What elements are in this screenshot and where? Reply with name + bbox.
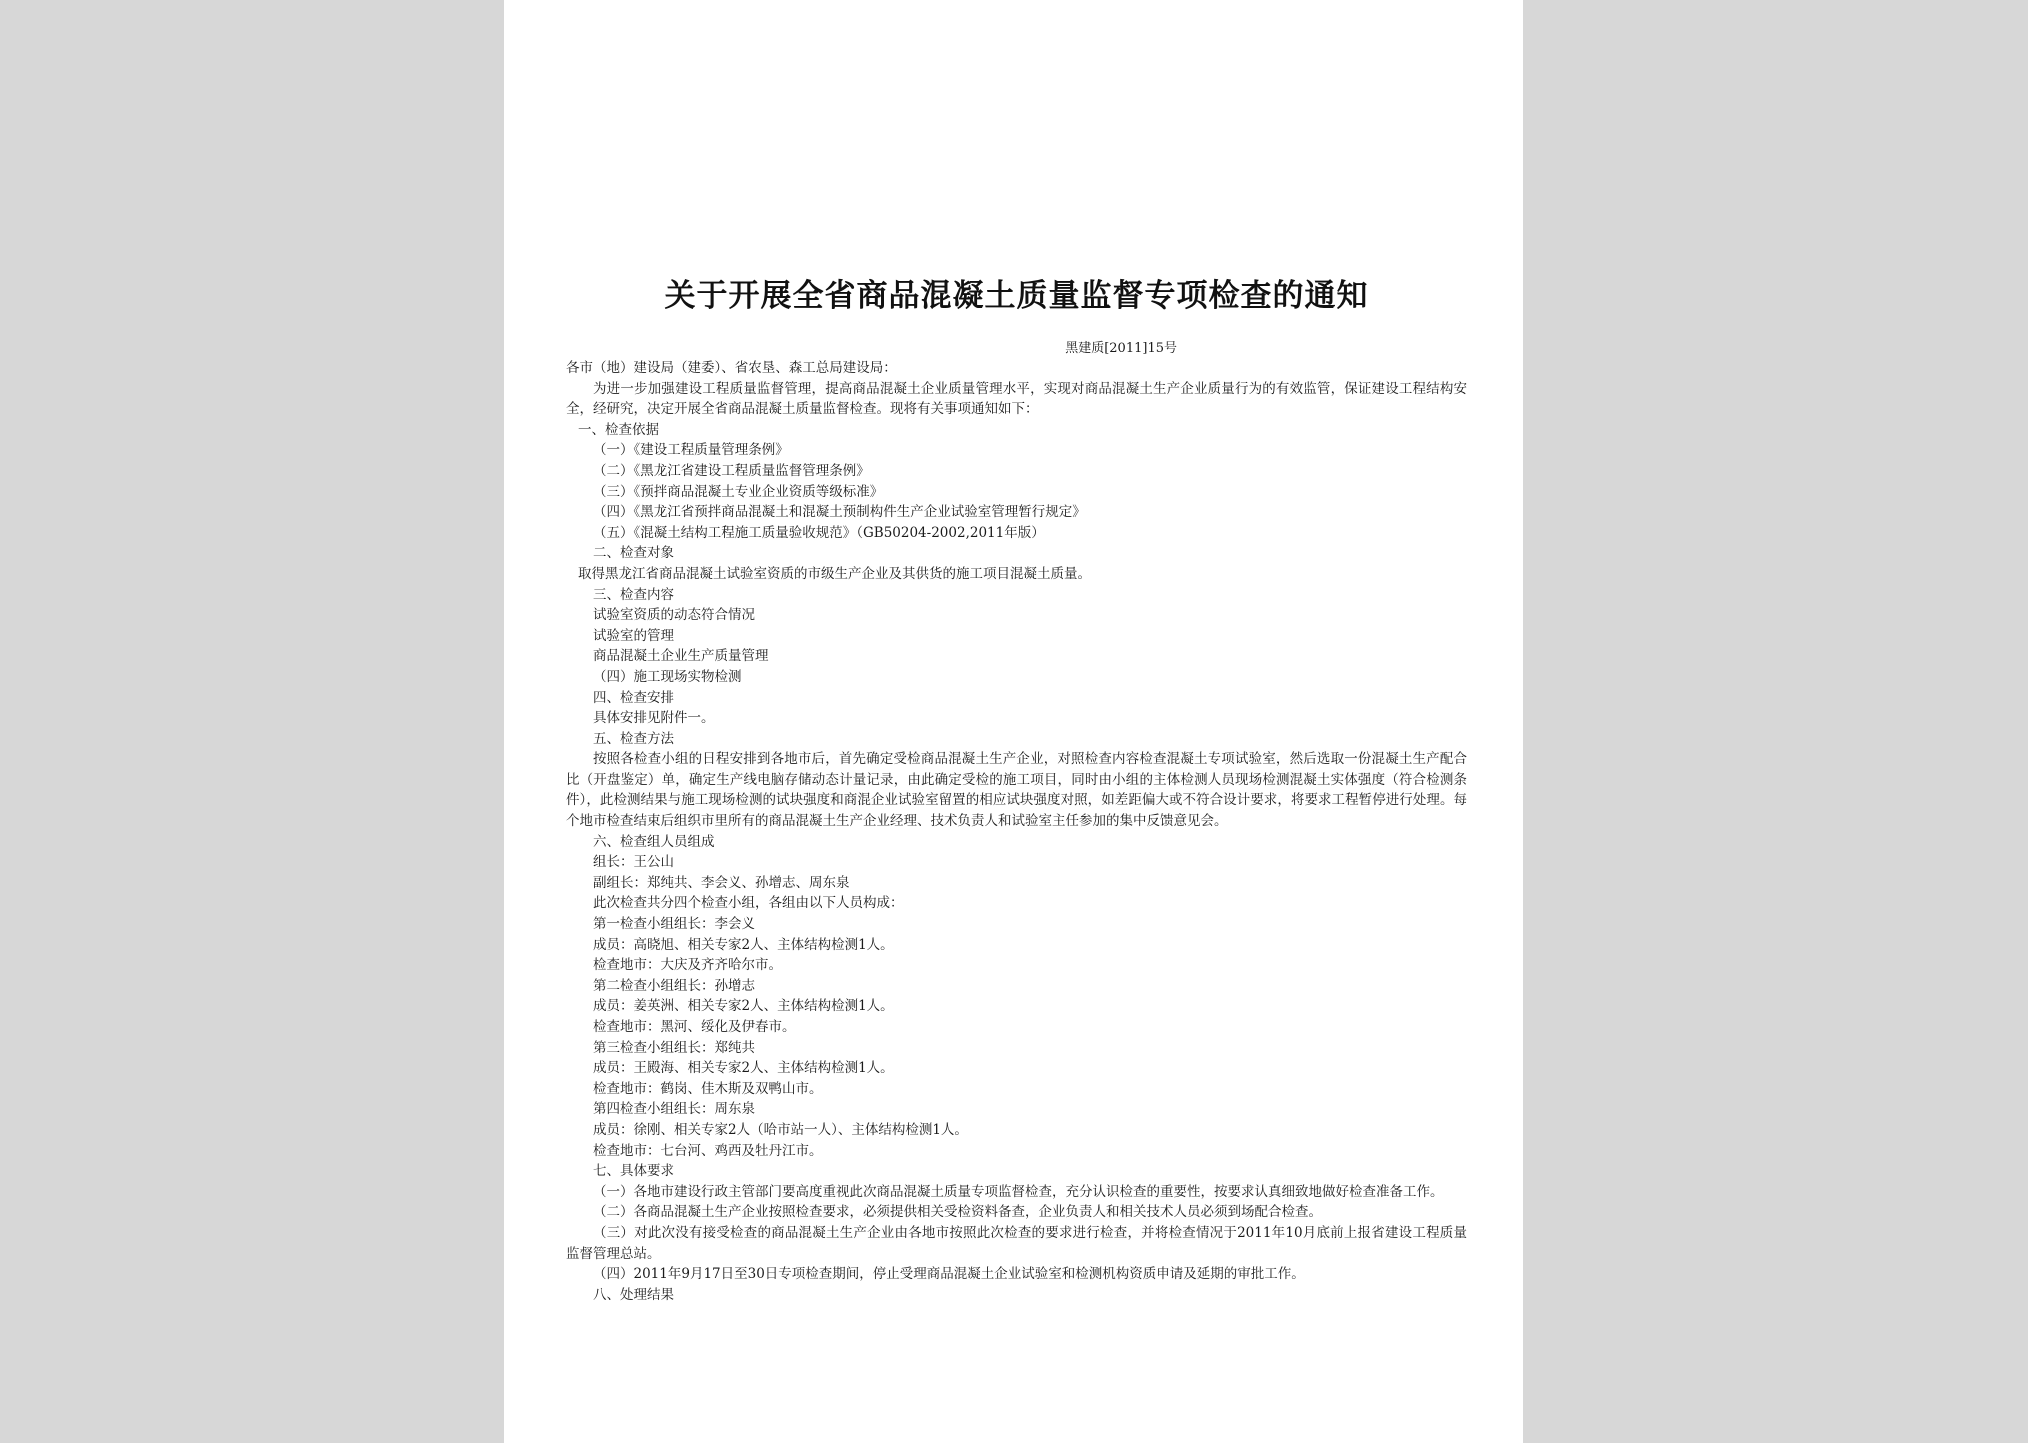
list-item: 成员：高晓旭、相关专家2人、主体结构检测1人。 — [593, 936, 894, 953]
section-heading-6: 六、检查组人员组成 — [593, 833, 715, 850]
list-item: 副组长：郑纯共、李会义、孙增志、周东泉 — [593, 874, 850, 891]
section-paragraph: （四）2011年9月17日至30日专项检查期间，停止受理商品混凝土企业试验室和检测机构资质申请及延期的审批工作。 — [593, 1266, 1305, 1283]
list-item: 组长：王公山 — [593, 854, 674, 871]
list-item: 商品混凝土企业生产质量管理 — [593, 648, 769, 665]
list-item: （四）《黑龙江省预拌商品混凝土和混凝土预制构件生产企业试验室管理暂行规定》 — [593, 504, 1086, 521]
list-item: 检查地市：鹤岗、佳木斯及双鸭山市。 — [593, 1080, 823, 1097]
section-paragraph: 按照各检查小组的日程安排到各地市后，首先确定受检商品混凝土生产企业，对照检查内容检查混凝土专项试验室，然后选取一份混凝土生产配合比（开盘鉴定）单，确定生产线电脑存储动态计量记录，由此确定受检的施工项目，同时由小组的主体检测人员现场检测混凝土实体强度（符合检测条件），此检测结果与施工现场检测的试块强度和商混企业试验室留置的相应试块强度对照，如差距偏大或不符合设计要求，将要求工程暂停进行处理。每个地市检查结束后组织市里所有的商品混凝土生产企业经理、技术负责人和试验室主任参加的集中反馈意见会。 — [566, 751, 1467, 830]
salutation: 各市（地）建设局（建委）、省农垦、森工总局建设局： — [566, 360, 897, 376]
list-item: （四）施工现场实物检测 — [593, 668, 742, 685]
list-item: 成员：王殿海、相关专家2人、主体结构检测1人。 — [593, 1060, 894, 1077]
list-item: 成员：姜英洲、相关专家2人、主体结构检测1人。 — [593, 998, 894, 1015]
list-item: 试验室的管理 — [593, 627, 674, 644]
list-item: 成员：徐刚、相关专家2人（哈市站一人）、主体结构检测1人。 — [593, 1121, 968, 1138]
section-heading-8: 八、处理结果 — [593, 1286, 674, 1303]
document-number: 黑建质[2011]15号 — [1065, 341, 1177, 356]
document-page — [504, 0, 1523, 1443]
list-item: 检查地市：七台河、鸡西及牡丹江市。 — [593, 1142, 823, 1159]
section-heading-4: 四、检查安排 — [593, 689, 674, 706]
section-paragraph: （三）对此次没有接受检查的商品混凝土生产企业由各地市按照此次检查的要求进行检查，并将检查情况于2011年10月底前上报省建设工程质量监督管理总站。 — [566, 1224, 1467, 1262]
list-item: （三）《预拌商品混凝土专业企业资质等级标准》 — [593, 483, 884, 500]
intro-paragraph: 为进一步加强建设工程质量监督管理，提高商品混凝土企业质量管理水平，实现对商品混凝土生产企业质量行为的有效监管，保证建设工程结构安全，经研究，决定开展全省商品混凝土质量监督检查。现将有关事项通知如下： — [566, 380, 1467, 418]
section-paragraph: （一）各地市建设行政主管部门要高度重视此次商品混凝土质量专项监督检查，充分认识检查的重要性，按要求认真细致地做好检查准备工作。 — [593, 1183, 1444, 1200]
section-paragraph: （二）各商品混凝土生产企业按照检查要求，必须提供相关受检资料备查，企业负责人和相关技术人员必须到场配合检查。 — [593, 1204, 1322, 1221]
list-item: （五）《混凝土结构工程施工质量验收规范》（GB50204-2002,2011年版） — [593, 524, 1045, 541]
page-title: 关于开展全省商品混凝土质量监督专项检查的通知 — [664, 278, 1369, 314]
list-item: 检查地市：黑河、绥化及伊春市。 — [593, 1019, 796, 1035]
section-text: 具体安排见附件一。 — [593, 710, 715, 727]
list-item: 试验室资质的动态符合情况 — [593, 607, 755, 624]
list-item: 此次检查共分四个检查小组，各组由以下人员构成： — [593, 895, 904, 912]
list-item: 第四检查小组组长：周东泉 — [593, 1101, 755, 1118]
list-item: 第一检查小组组长：李会义 — [593, 916, 755, 933]
section-heading-3: 三、检查内容 — [593, 586, 674, 603]
section-heading-1: 一、检查依据 — [578, 421, 659, 438]
list-item: （二）《黑龙江省建设工程质量监督管理条例》 — [593, 462, 870, 479]
list-item: 检查地市：大庆及齐齐哈尔市。 — [593, 957, 782, 974]
section-heading-5: 五、检查方法 — [593, 730, 674, 747]
section-heading-2: 二、检查对象 — [593, 545, 674, 562]
section-text: 取得黑龙江省商品混凝土试验室资质的市级生产企业及其供货的施工项目混凝土质量。 — [578, 565, 1091, 582]
list-item: （一）《建设工程质量管理条例》 — [593, 442, 789, 459]
list-item: 第三检查小组组长：郑纯共 — [593, 1039, 755, 1056]
section-heading-7: 七、具体要求 — [593, 1163, 674, 1180]
list-item: 第二检查小组组长：孙增志 — [593, 977, 755, 994]
